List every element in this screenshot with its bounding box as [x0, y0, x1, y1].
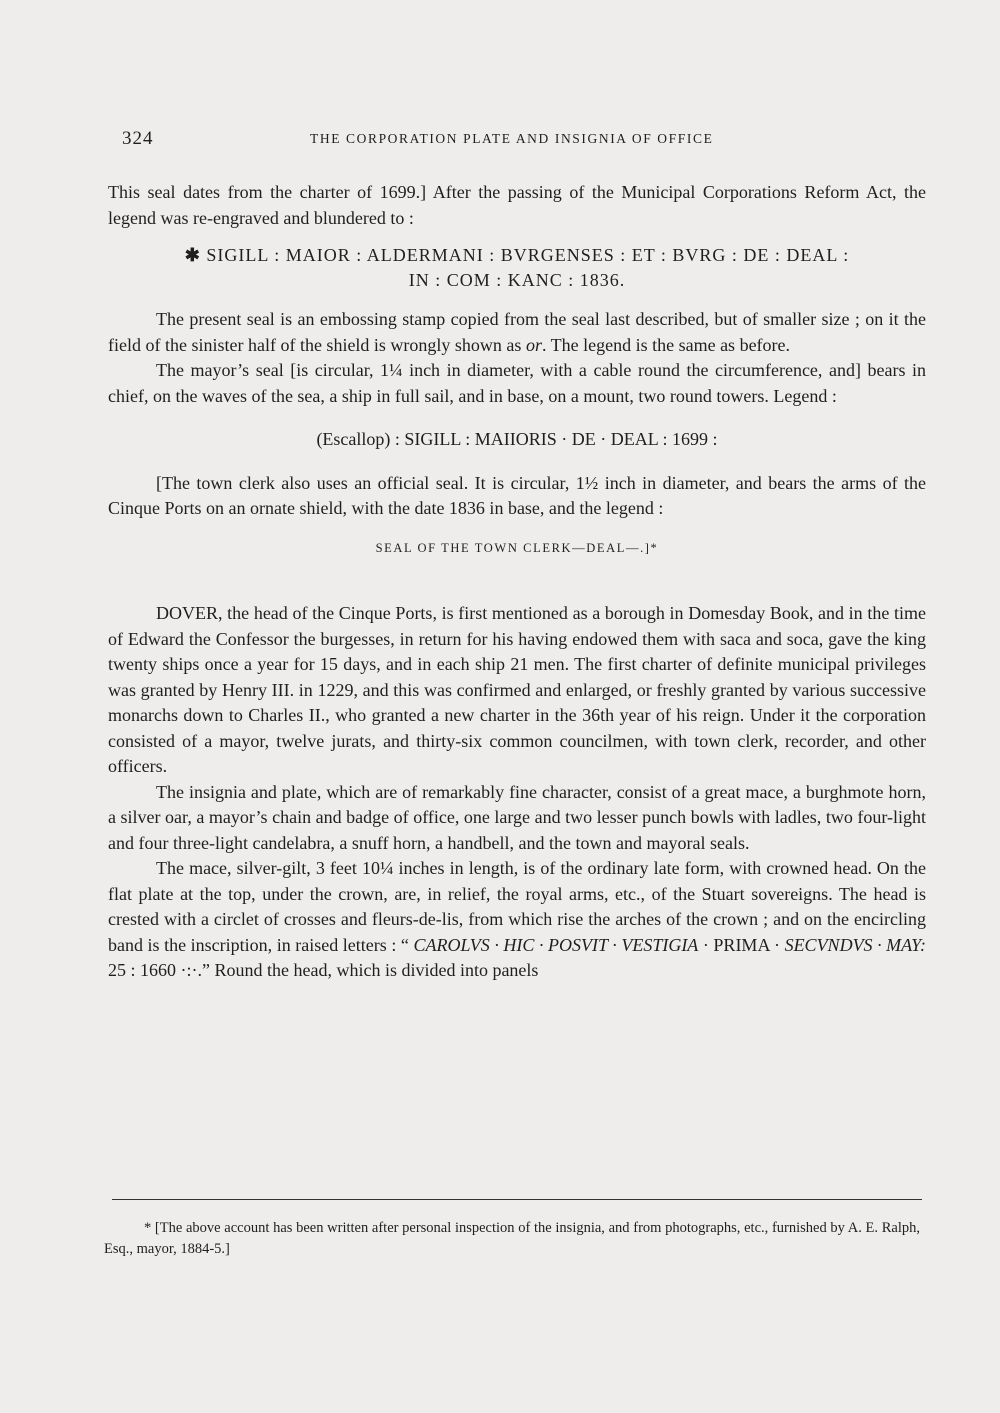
legend-1836-line-2: IN : COM : KANC : 1836.	[408, 270, 626, 290]
asterisk-star-icon: ✱	[184, 245, 201, 265]
running-title: THE CORPORATION PLATE AND INSIGNIA OF OFFICE	[310, 131, 714, 146]
footnote	[104, 1218, 920, 1260]
legend-1836	[108, 243, 926, 293]
paragraph-town-clerk-seal: [The town clerk also uses an official seal. It is circular, 1½ inch in diameter, and bears the arms of the Cinque Ports on an ornate shield, with the date 1836 in base, and the legend :	[108, 472, 926, 518]
paragraph-present-seal	[108, 307, 926, 358]
page-number: 324	[122, 128, 154, 149]
mace-inscription-italic-1: CAROLVS · HIC · POSVIT · VESTIGIA	[413, 934, 699, 955]
body-text	[108, 180, 926, 984]
paragraph-mayors-seal: The mayor’s seal [is circular, 1¼ inch in diameter, with a cable round the circumference, and] bears in chief, on the waves of the sea, a ship in full sail, and in base, on a mount, two round towers. Legend :	[108, 360, 926, 406]
legend-mayors-seal: (Escallop) : SIGILL : MAIIORIS · DE · DEAL : 1699 :	[316, 429, 718, 449]
legend-1836-line-1: SIGILL : MAIOR : ALDERMANI : BVRGENSES : ET : BVRG : DE : DEAL :	[206, 245, 850, 265]
mace-inscription-italic-2: SECVNDVS · MAY:	[784, 934, 927, 955]
paragraph-insignia-plate: The insignia and plate, which are of remarkably fine character, consist of a great mace, a burghmote horn, a silver oar, a mayor’s chain and badge of office, one large and two lesser punch bowls with ladles, two four-light and four three-light candelabra, a snuff horn, a handbell, and the town and mayoral seals.	[108, 781, 926, 853]
paragraph-mace-text-2: · PRIMA ·	[698, 934, 785, 955]
paragraph-present-seal-text-1: The present seal is an embossing stamp copied from the seal last described, but of smaller size ; on it the field of the sinister half of the shield is wrongly shown as	[108, 309, 926, 355]
legend-town-clerk: SEAL OF THE TOWN CLERK—DEAL—.]*	[375, 540, 659, 555]
page-header	[122, 128, 928, 152]
footnote-text: * [The above account has been written after personal inspection of the insignia, and from photographs, etc., furnished by A. E. Ralph, Esq., mayor, 1884-5.]	[104, 1220, 920, 1257]
paragraph-seal-dates: This seal dates from the charter of 1699.] After the passing of the Municipal Corporations Reform Act, the legend was re-engraved and blundered to :	[108, 182, 926, 228]
paragraph-mace-text-3: 25 : 1660 ·:·.” Round the head, which is divided into panels	[108, 960, 539, 980]
footnote-divider	[112, 1199, 922, 1200]
paragraph-dover: DOVER, the head of the Cinque Ports, is first mentioned as a borough in Domesday Book, and in the time of Edward the Confessor the burgesses, in return for his having endowed them with saca and soca, gave the king twenty ships once a year for 15 days, and in each ship 21 men. The first charter of definite municipal privileges was granted by Henry III. in 1229, and this was confirmed and enlarged, or freshly granted by various successive monarchs down to Charles II., who granted a new charter in the 36th year of his reign. Under it the corporation consisted of a mayor, twelve jurats, and thirty-six common councilmen, with town clerk, recorder, and other officers.	[108, 603, 926, 776]
paragraph-mace	[108, 856, 926, 984]
paragraph-present-seal-italic: or	[525, 334, 542, 355]
paragraph-present-seal-text-2: . The legend is the same as before.	[541, 334, 791, 355]
paragraph-mace-text-1: The mace, silver-gilt, 3 feet 10¼ inches in length, is of the ordinary late form, with crowned head. On the flat plate at the top, under the crown, are, in relief, the royal arms, etc., of the Stuart sovereigns. The head is crested with a circlet of crosses and fleurs-de-lis, from which rise the arches of the crown ; and on the encircling band is the inscription, in raised letters : “	[108, 858, 926, 955]
